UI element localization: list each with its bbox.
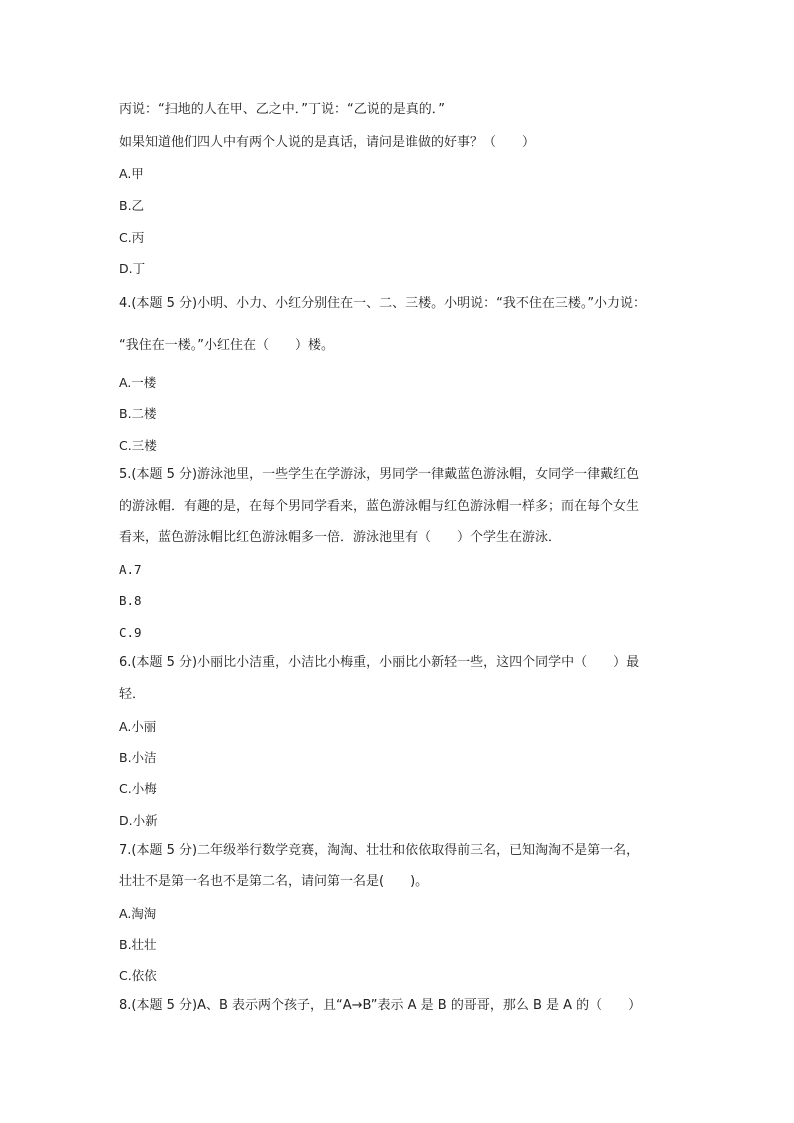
- q4-text-line-1: 4.(本题 5 分)小明、小力、小红分别住在一、二、三楼。小明说：“我不住在三楼。”小力说：: [119, 296, 647, 311]
- q5-option-b: B.8: [119, 593, 142, 608]
- q5-text-line-1: 5.(本题 5 分)游泳池里，一些学生在学游泳，男同学一律戴蓝色游泳帽，女同学一律戴红色: [119, 467, 640, 482]
- q7-option-a: A.淘淘: [119, 906, 157, 921]
- q5-option-a: A.7: [119, 562, 142, 577]
- q4-text-line-2: “我住在一楼。”小红住在（ ）楼。: [119, 338, 334, 353]
- q7-option-c: C.依依: [119, 968, 157, 983]
- q5-text-line-3: 看来，蓝色游泳帽比红色游泳帽多一倍．游泳池里有（ ）个学生在游泳．: [119, 530, 562, 545]
- q6-text-line-2: 轻．: [119, 687, 146, 702]
- q5-text-line-2: 的游泳帽．有趣的是，在每个男同学看来，蓝色游泳帽与红色游泳帽一样多；而在每个女生: [119, 499, 640, 514]
- q5-option-c: C.9: [119, 625, 142, 640]
- q7-text-line-2: 壮壮不是第一名也不是第二名，请问第一名是( )。: [119, 874, 429, 889]
- q6-option-a: A.小丽: [119, 719, 157, 734]
- q7-text-line-1: 7.(本题 5 分)二年级举行数学竞赛，淘淘、壮壮和依依取得前三名，已知淘淘不是第一名，: [119, 843, 640, 858]
- q3-option-b: B.乙: [119, 198, 145, 213]
- q6-option-c: C.小梅: [119, 781, 157, 796]
- q6-option-b: B.小洁: [119, 750, 157, 765]
- q3-statement-line: 丙说：“扫地的人在甲、乙之中．”丁说：“乙说的是真的．”: [119, 102, 445, 117]
- q3-option-d: D.丁: [119, 261, 146, 276]
- q4-option-c: C.三楼: [119, 438, 157, 453]
- q3-question-line: 如果知道他们四人中有两个人说的是真话，请问是谁做的好事？（ ）: [119, 135, 536, 150]
- q3-option-a: A.甲: [119, 166, 144, 181]
- q6-text-line-1: 6.(本题 5 分)小丽比小洁重，小洁比小梅重，小丽比小新轻一些，这四个同学中（ ）最: [119, 655, 640, 670]
- q8-text-line-1: 8.(本题 5 分)A、B 表示两个孩子，且“A→B”表示 A 是 B 的哥哥，那么 B 是 A 的（ ）: [119, 998, 642, 1013]
- q4-option-b: B.二楼: [119, 406, 157, 421]
- q4-option-a: A.一楼: [119, 375, 157, 390]
- q7-option-b: B.壮壮: [119, 937, 157, 952]
- q6-option-d: D.小新: [119, 813, 158, 828]
- q3-option-c: C.丙: [119, 230, 145, 245]
